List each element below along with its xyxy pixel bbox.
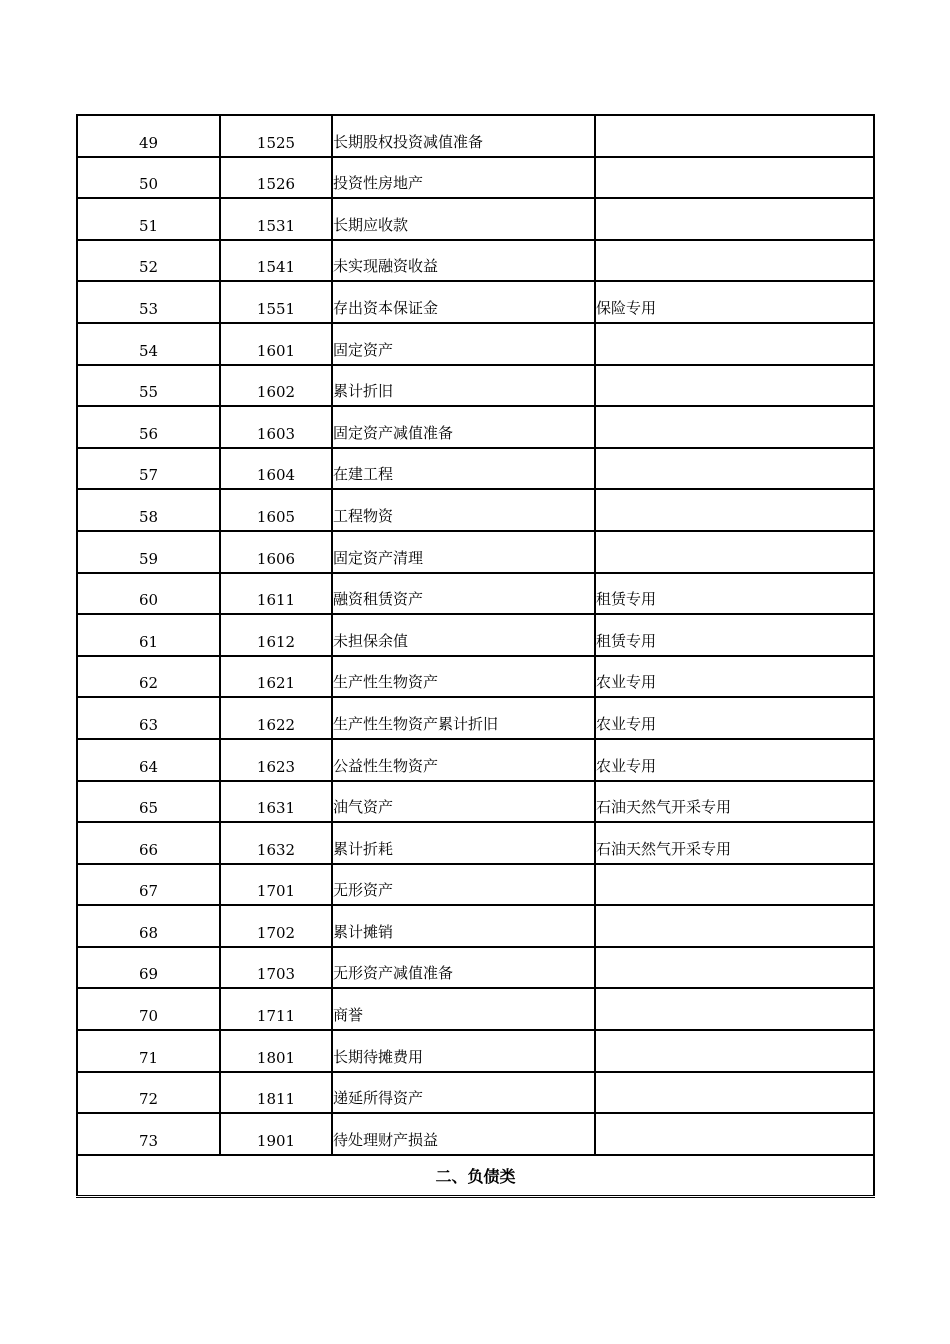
table-row [77,781,874,823]
cell-account-name: 未担保余值 [332,614,595,656]
cell-account-name: 未实现融资收益 [332,240,595,282]
cell-account-code: 1801 [220,1030,332,1072]
section-header-row [77,1155,874,1197]
cell-account-code: 1632 [220,822,332,864]
table-row [77,1113,874,1155]
cell-note: 租赁专用 [595,614,874,656]
table-row [77,489,874,531]
cell-note [595,988,874,1030]
table-row [77,115,874,157]
cell-account-code: 1901 [220,1113,332,1155]
cell-account-code: 1606 [220,531,332,573]
cell-seq: 64 [77,739,220,781]
table-row [77,739,874,781]
cell-seq: 68 [77,905,220,947]
cell-seq: 63 [77,697,220,739]
cell-note: 石油天然气开采专用 [595,781,874,823]
cell-note [595,947,874,989]
table-row [77,1030,874,1072]
cell-account-code: 1811 [220,1072,332,1114]
cell-account-code: 1602 [220,365,332,407]
cell-account-name: 长期股权投资减值准备 [332,115,595,157]
cell-account-code: 1525 [220,115,332,157]
cell-note [595,448,874,490]
table-row [77,573,874,615]
cell-seq: 54 [77,323,220,365]
cell-account-code: 1623 [220,739,332,781]
cell-seq: 66 [77,822,220,864]
cell-account-name: 油气资产 [332,781,595,823]
cell-account-name: 固定资产 [332,323,595,365]
cell-account-name: 无形资产 [332,864,595,906]
table-row [77,947,874,989]
cell-account-code: 1631 [220,781,332,823]
cell-note: 农业专用 [595,739,874,781]
cell-seq: 57 [77,448,220,490]
cell-note [595,1072,874,1114]
cell-seq: 59 [77,531,220,573]
cell-account-name: 工程物资 [332,489,595,531]
cell-account-name: 累计摊销 [332,905,595,947]
cell-account-name: 累计折旧 [332,365,595,407]
table-row [77,656,874,698]
cell-account-name: 递延所得资产 [332,1072,595,1114]
cell-note [595,489,874,531]
cell-seq: 56 [77,406,220,448]
table-row [77,448,874,490]
cell-note [595,864,874,906]
table-row [77,864,874,906]
cell-seq: 62 [77,656,220,698]
section-title: 二、负债类 [77,1155,874,1197]
cell-seq: 53 [77,281,220,323]
cell-note [595,240,874,282]
cell-note [595,157,874,199]
cell-account-name: 公益性生物资产 [332,739,595,781]
table-row [77,240,874,282]
cell-seq: 71 [77,1030,220,1072]
cell-account-code: 1601 [220,323,332,365]
table-row [77,365,874,407]
cell-account-name: 商誉 [332,988,595,1030]
cell-note: 农业专用 [595,697,874,739]
cell-account-code: 1604 [220,448,332,490]
cell-note [595,531,874,573]
cell-note: 保险专用 [595,281,874,323]
cell-account-code: 1701 [220,864,332,906]
cell-account-name: 在建工程 [332,448,595,490]
cell-seq: 52 [77,240,220,282]
cell-account-name: 长期待摊费用 [332,1030,595,1072]
cell-account-code: 1711 [220,988,332,1030]
table-row [77,406,874,448]
cell-seq: 61 [77,614,220,656]
cell-seq: 60 [77,573,220,615]
cell-note [595,406,874,448]
account-table-body [77,115,874,1196]
table-row [77,198,874,240]
table-row [77,1072,874,1114]
cell-account-code: 1612 [220,614,332,656]
table-row [77,281,874,323]
table-row [77,323,874,365]
cell-account-name: 存出资本保证金 [332,281,595,323]
cell-note [595,323,874,365]
cell-account-name: 生产性生物资产累计折旧 [332,697,595,739]
cell-account-name: 投资性房地产 [332,157,595,199]
table-row [77,822,874,864]
cell-seq: 73 [77,1113,220,1155]
table-row [77,531,874,573]
cell-note [595,905,874,947]
cell-seq: 72 [77,1072,220,1114]
cell-account-name: 累计折耗 [332,822,595,864]
cell-seq: 69 [77,947,220,989]
cell-account-name: 长期应收款 [332,198,595,240]
cell-seq: 58 [77,489,220,531]
cell-note [595,1113,874,1155]
cell-account-code: 1551 [220,281,332,323]
cell-account-code: 1611 [220,573,332,615]
cell-account-code: 1621 [220,656,332,698]
cell-account-code: 1603 [220,406,332,448]
cell-account-name: 待处理财产损益 [332,1113,595,1155]
cell-seq: 65 [77,781,220,823]
cell-note [595,1030,874,1072]
cell-account-code: 1531 [220,198,332,240]
cell-seq: 67 [77,864,220,906]
cell-note: 租赁专用 [595,573,874,615]
table-row [77,157,874,199]
cell-seq: 55 [77,365,220,407]
cell-note: 石油天然气开采专用 [595,822,874,864]
cell-seq: 50 [77,157,220,199]
cell-seq: 70 [77,988,220,1030]
cell-account-name: 融资租赁资产 [332,573,595,615]
cell-account-code: 1605 [220,489,332,531]
cell-account-code: 1541 [220,240,332,282]
cell-account-code: 1622 [220,697,332,739]
table-row [77,988,874,1030]
account-table [76,114,875,1198]
cell-note [595,365,874,407]
cell-seq: 51 [77,198,220,240]
cell-note: 农业专用 [595,656,874,698]
cell-account-name: 固定资产减值准备 [332,406,595,448]
cell-note [595,198,874,240]
table-row [77,614,874,656]
cell-account-code: 1703 [220,947,332,989]
table-row [77,905,874,947]
cell-account-code: 1526 [220,157,332,199]
cell-account-code: 1702 [220,905,332,947]
cell-account-name: 固定资产清理 [332,531,595,573]
cell-account-name: 无形资产减值准备 [332,947,595,989]
cell-account-name: 生产性生物资产 [332,656,595,698]
cell-note [595,115,874,157]
cell-seq: 49 [77,115,220,157]
table-row [77,697,874,739]
